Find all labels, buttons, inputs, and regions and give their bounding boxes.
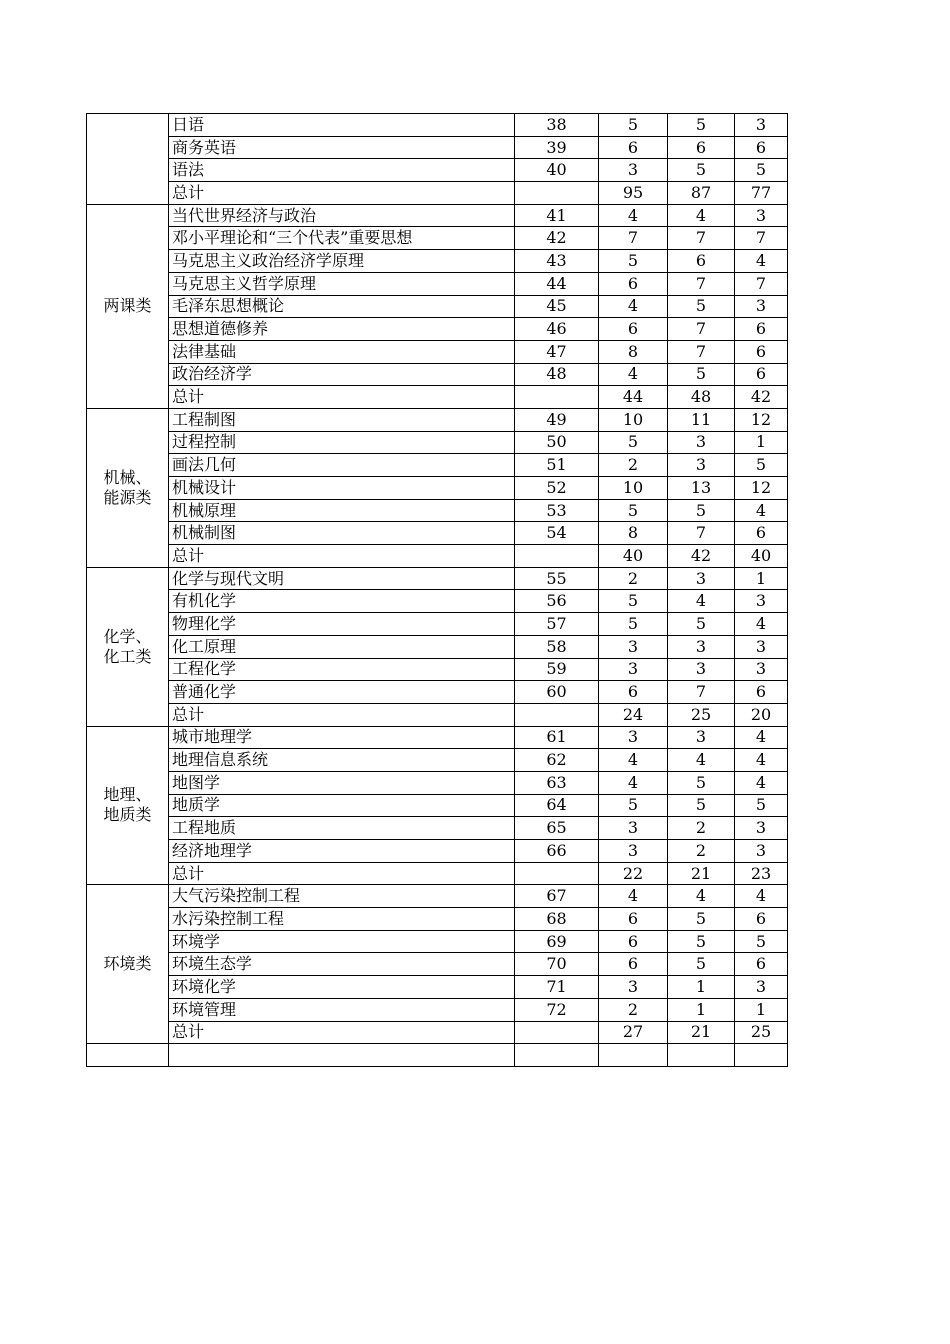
value-c-cell: 3 xyxy=(735,817,788,840)
course-name-cell: 经济地理学 xyxy=(169,840,515,863)
course-id-cell: 65 xyxy=(515,817,599,840)
value-a-cell: 6 xyxy=(599,681,668,704)
course-id-cell: 46 xyxy=(515,318,599,341)
empty-cell xyxy=(735,1044,788,1067)
course-id-cell: 54 xyxy=(515,522,599,545)
value-b-cell: 5 xyxy=(668,499,735,522)
value-b-cell: 5 xyxy=(668,159,735,182)
course-id-cell: 50 xyxy=(515,431,599,454)
course-id-cell: 60 xyxy=(515,681,599,704)
course-id-cell: 39 xyxy=(515,136,599,159)
value-c-cell: 4 xyxy=(735,726,788,749)
value-c-cell: 5 xyxy=(735,794,788,817)
course-name-cell: 总计 xyxy=(169,545,515,568)
table-row xyxy=(87,318,788,341)
course-id-cell: 56 xyxy=(515,590,599,613)
value-c-cell: 40 xyxy=(735,545,788,568)
course-name-cell: 工程地质 xyxy=(169,817,515,840)
total-row xyxy=(87,862,788,885)
value-c-cell: 5 xyxy=(735,454,788,477)
course-id-cell: 64 xyxy=(515,794,599,817)
course-id-cell: 63 xyxy=(515,771,599,794)
course-name-cell: 城市地理学 xyxy=(169,726,515,749)
value-c-cell: 6 xyxy=(735,953,788,976)
course-name-cell: 毛泽东思想概论 xyxy=(169,295,515,318)
course-table xyxy=(86,113,788,1067)
course-id-cell: 67 xyxy=(515,885,599,908)
empty-cell xyxy=(515,1044,599,1067)
course-id-cell xyxy=(515,182,599,205)
course-id-cell: 61 xyxy=(515,726,599,749)
category-cell: 化学、 化工类 xyxy=(87,567,169,726)
category-cell: 地理、 地质类 xyxy=(87,726,169,885)
value-b-cell: 13 xyxy=(668,477,735,500)
course-name-cell: 水污染控制工程 xyxy=(169,908,515,931)
table-row xyxy=(87,590,788,613)
value-a-cell: 27 xyxy=(599,1021,668,1044)
value-c-cell: 1 xyxy=(735,998,788,1021)
value-b-cell: 5 xyxy=(668,114,735,137)
value-a-cell: 6 xyxy=(599,930,668,953)
value-b-cell: 6 xyxy=(668,250,735,273)
value-b-cell: 3 xyxy=(668,726,735,749)
course-id-cell: 49 xyxy=(515,408,599,431)
value-a-cell: 7 xyxy=(599,227,668,250)
value-b-cell: 5 xyxy=(668,953,735,976)
table-row xyxy=(87,976,788,999)
empty-cell xyxy=(169,1044,515,1067)
table-row xyxy=(87,250,788,273)
value-c-cell: 4 xyxy=(735,613,788,636)
value-c-cell: 4 xyxy=(735,250,788,273)
value-b-cell: 3 xyxy=(668,431,735,454)
value-c-cell: 7 xyxy=(735,272,788,295)
value-a-cell: 3 xyxy=(599,840,668,863)
value-a-cell: 5 xyxy=(599,794,668,817)
value-b-cell: 4 xyxy=(668,204,735,227)
table-row xyxy=(87,522,788,545)
course-id-cell: 38 xyxy=(515,114,599,137)
value-a-cell: 4 xyxy=(599,771,668,794)
value-c-cell: 12 xyxy=(735,477,788,500)
value-c-cell: 6 xyxy=(735,908,788,931)
value-c-cell: 3 xyxy=(735,204,788,227)
value-c-cell: 5 xyxy=(735,159,788,182)
table-row xyxy=(87,431,788,454)
category-cell xyxy=(87,114,169,205)
value-c-cell: 20 xyxy=(735,703,788,726)
value-a-cell: 5 xyxy=(599,431,668,454)
total-row xyxy=(87,386,788,409)
value-c-cell: 12 xyxy=(735,408,788,431)
value-c-cell: 6 xyxy=(735,136,788,159)
table-row xyxy=(87,340,788,363)
course-name-cell: 过程控制 xyxy=(169,431,515,454)
value-b-cell: 1 xyxy=(668,998,735,1021)
course-name-cell: 环境学 xyxy=(169,930,515,953)
value-b-cell: 5 xyxy=(668,908,735,931)
value-c-cell: 42 xyxy=(735,386,788,409)
value-b-cell: 3 xyxy=(668,635,735,658)
value-a-cell: 5 xyxy=(599,613,668,636)
value-b-cell: 4 xyxy=(668,590,735,613)
table-row xyxy=(87,930,788,953)
table-row xyxy=(87,567,788,590)
value-c-cell: 5 xyxy=(735,930,788,953)
course-id-cell: 71 xyxy=(515,976,599,999)
table-row xyxy=(87,136,788,159)
course-name-cell: 环境化学 xyxy=(169,976,515,999)
table-row xyxy=(87,794,788,817)
category-cell: 两课类 xyxy=(87,204,169,408)
value-a-cell: 10 xyxy=(599,408,668,431)
course-id-cell: 59 xyxy=(515,658,599,681)
table-row xyxy=(87,295,788,318)
course-id-cell: 40 xyxy=(515,159,599,182)
table-row xyxy=(87,908,788,931)
table-row xyxy=(87,363,788,386)
value-b-cell: 7 xyxy=(668,522,735,545)
course-name-cell: 地质学 xyxy=(169,794,515,817)
value-b-cell: 3 xyxy=(668,567,735,590)
course-id-cell: 58 xyxy=(515,635,599,658)
table-row xyxy=(87,227,788,250)
value-b-cell: 7 xyxy=(668,227,735,250)
table-row xyxy=(87,613,788,636)
category-cell: 机械、 能源类 xyxy=(87,408,169,567)
value-a-cell: 24 xyxy=(599,703,668,726)
value-a-cell: 4 xyxy=(599,295,668,318)
table-row xyxy=(87,840,788,863)
value-a-cell: 2 xyxy=(599,998,668,1021)
value-b-cell: 7 xyxy=(668,318,735,341)
value-a-cell: 6 xyxy=(599,136,668,159)
course-id-cell: 42 xyxy=(515,227,599,250)
value-b-cell: 4 xyxy=(668,749,735,772)
course-id-cell: 68 xyxy=(515,908,599,931)
value-a-cell: 44 xyxy=(599,386,668,409)
table-row xyxy=(87,204,788,227)
value-b-cell: 7 xyxy=(668,272,735,295)
value-b-cell: 2 xyxy=(668,840,735,863)
value-c-cell: 3 xyxy=(735,635,788,658)
course-name-cell: 大气污染控制工程 xyxy=(169,885,515,908)
value-c-cell: 77 xyxy=(735,182,788,205)
value-a-cell: 4 xyxy=(599,885,668,908)
value-a-cell: 10 xyxy=(599,477,668,500)
course-id-cell: 47 xyxy=(515,340,599,363)
course-name-cell: 总计 xyxy=(169,862,515,885)
course-name-cell: 普通化学 xyxy=(169,681,515,704)
course-name-cell: 机械制图 xyxy=(169,522,515,545)
course-name-cell: 环境管理 xyxy=(169,998,515,1021)
table-row xyxy=(87,114,788,137)
table-row xyxy=(87,499,788,522)
course-name-cell: 机械设计 xyxy=(169,477,515,500)
course-name-cell: 法律基础 xyxy=(169,340,515,363)
value-c-cell: 7 xyxy=(735,227,788,250)
course-id-cell: 53 xyxy=(515,499,599,522)
table-row xyxy=(87,998,788,1021)
value-a-cell: 5 xyxy=(599,114,668,137)
table-row xyxy=(87,817,788,840)
empty-cell xyxy=(87,1044,169,1067)
course-name-cell: 物理化学 xyxy=(169,613,515,636)
value-a-cell: 6 xyxy=(599,953,668,976)
course-name-cell: 政治经济学 xyxy=(169,363,515,386)
value-b-cell: 21 xyxy=(668,862,735,885)
value-b-cell: 5 xyxy=(668,295,735,318)
value-b-cell: 4 xyxy=(668,885,735,908)
value-b-cell: 21 xyxy=(668,1021,735,1044)
course-name-cell: 语法 xyxy=(169,159,515,182)
course-id-cell: 57 xyxy=(515,613,599,636)
course-name-cell: 画法几何 xyxy=(169,454,515,477)
course-name-cell: 当代世界经济与政治 xyxy=(169,204,515,227)
value-b-cell: 7 xyxy=(668,681,735,704)
value-a-cell: 22 xyxy=(599,862,668,885)
course-name-cell: 商务英语 xyxy=(169,136,515,159)
table-row xyxy=(87,681,788,704)
course-name-cell: 马克思主义政治经济学原理 xyxy=(169,250,515,273)
course-id-cell: 69 xyxy=(515,930,599,953)
course-name-cell: 总计 xyxy=(169,1021,515,1044)
course-id-cell: 70 xyxy=(515,953,599,976)
total-row xyxy=(87,182,788,205)
value-c-cell: 4 xyxy=(735,771,788,794)
course-name-cell: 工程化学 xyxy=(169,658,515,681)
course-id-cell: 72 xyxy=(515,998,599,1021)
value-c-cell: 6 xyxy=(735,318,788,341)
course-id-cell: 62 xyxy=(515,749,599,772)
course-name-cell: 环境生态学 xyxy=(169,953,515,976)
table-row xyxy=(87,454,788,477)
course-id-cell xyxy=(515,386,599,409)
course-table-body xyxy=(87,114,788,1067)
table-row xyxy=(87,477,788,500)
value-a-cell: 8 xyxy=(599,340,668,363)
table-row xyxy=(87,771,788,794)
table-row xyxy=(87,635,788,658)
value-b-cell: 5 xyxy=(668,930,735,953)
course-name-cell: 化工原理 xyxy=(169,635,515,658)
value-a-cell: 5 xyxy=(599,499,668,522)
course-name-cell: 邓小平理论和“三个代表”重要思想 xyxy=(169,227,515,250)
course-id-cell: 48 xyxy=(515,363,599,386)
course-id-cell xyxy=(515,545,599,568)
value-a-cell: 3 xyxy=(599,976,668,999)
value-a-cell: 4 xyxy=(599,363,668,386)
empty-cell xyxy=(668,1044,735,1067)
total-row xyxy=(87,545,788,568)
table-row xyxy=(87,885,788,908)
value-b-cell: 48 xyxy=(668,386,735,409)
value-b-cell: 42 xyxy=(668,545,735,568)
table-row xyxy=(87,272,788,295)
value-b-cell: 5 xyxy=(668,363,735,386)
empty-cell xyxy=(599,1044,668,1067)
value-b-cell: 6 xyxy=(668,136,735,159)
value-c-cell: 1 xyxy=(735,431,788,454)
value-a-cell: 5 xyxy=(599,250,668,273)
value-c-cell: 25 xyxy=(735,1021,788,1044)
value-b-cell: 1 xyxy=(668,976,735,999)
value-a-cell: 4 xyxy=(599,204,668,227)
value-c-cell: 4 xyxy=(735,499,788,522)
course-name-cell: 马克思主义哲学原理 xyxy=(169,272,515,295)
value-c-cell: 6 xyxy=(735,340,788,363)
value-c-cell: 3 xyxy=(735,976,788,999)
course-name-cell: 地理信息系统 xyxy=(169,749,515,772)
course-name-cell: 总计 xyxy=(169,182,515,205)
value-b-cell: 5 xyxy=(668,794,735,817)
course-name-cell: 总计 xyxy=(169,703,515,726)
value-a-cell: 2 xyxy=(599,454,668,477)
value-a-cell: 5 xyxy=(599,590,668,613)
value-a-cell: 95 xyxy=(599,182,668,205)
course-id-cell: 45 xyxy=(515,295,599,318)
value-a-cell: 8 xyxy=(599,522,668,545)
course-name-cell: 机械原理 xyxy=(169,499,515,522)
course-id-cell: 51 xyxy=(515,454,599,477)
course-name-cell: 工程制图 xyxy=(169,408,515,431)
value-a-cell: 4 xyxy=(599,749,668,772)
course-id-cell: 41 xyxy=(515,204,599,227)
course-id-cell xyxy=(515,862,599,885)
course-id-cell: 55 xyxy=(515,567,599,590)
value-a-cell: 3 xyxy=(599,726,668,749)
total-row xyxy=(87,703,788,726)
value-c-cell: 1 xyxy=(735,567,788,590)
value-a-cell: 3 xyxy=(599,635,668,658)
value-b-cell: 25 xyxy=(668,703,735,726)
course-name-cell: 思想道德修养 xyxy=(169,318,515,341)
value-b-cell: 3 xyxy=(668,658,735,681)
course-id-cell: 66 xyxy=(515,840,599,863)
course-name-cell: 总计 xyxy=(169,386,515,409)
value-c-cell: 6 xyxy=(735,681,788,704)
course-name-cell: 地图学 xyxy=(169,771,515,794)
value-a-cell: 40 xyxy=(599,545,668,568)
table-row xyxy=(87,658,788,681)
course-name-cell: 有机化学 xyxy=(169,590,515,613)
course-id-cell: 44 xyxy=(515,272,599,295)
value-c-cell: 4 xyxy=(735,749,788,772)
value-c-cell: 6 xyxy=(735,522,788,545)
course-name-cell: 化学与现代文明 xyxy=(169,567,515,590)
table-row xyxy=(87,408,788,431)
value-a-cell: 6 xyxy=(599,272,668,295)
table-row xyxy=(87,953,788,976)
value-c-cell: 3 xyxy=(735,590,788,613)
value-c-cell: 6 xyxy=(735,363,788,386)
course-id-cell xyxy=(515,703,599,726)
value-a-cell: 2 xyxy=(599,567,668,590)
category-cell: 环境类 xyxy=(87,885,169,1044)
course-id-cell: 52 xyxy=(515,477,599,500)
table-row xyxy=(87,726,788,749)
value-a-cell: 3 xyxy=(599,658,668,681)
value-c-cell: 3 xyxy=(735,295,788,318)
value-a-cell: 3 xyxy=(599,817,668,840)
value-b-cell: 7 xyxy=(668,340,735,363)
value-c-cell: 3 xyxy=(735,658,788,681)
value-c-cell: 23 xyxy=(735,862,788,885)
value-b-cell: 87 xyxy=(668,182,735,205)
value-b-cell: 2 xyxy=(668,817,735,840)
course-id-cell: 43 xyxy=(515,250,599,273)
value-a-cell: 6 xyxy=(599,908,668,931)
value-b-cell: 11 xyxy=(668,408,735,431)
value-b-cell: 5 xyxy=(668,771,735,794)
value-c-cell: 4 xyxy=(735,885,788,908)
course-id-cell xyxy=(515,1021,599,1044)
empty-row xyxy=(87,1044,788,1067)
value-b-cell: 5 xyxy=(668,613,735,636)
total-row xyxy=(87,1021,788,1044)
value-a-cell: 3 xyxy=(599,159,668,182)
value-a-cell: 6 xyxy=(599,318,668,341)
table-row xyxy=(87,749,788,772)
table-row xyxy=(87,159,788,182)
value-b-cell: 3 xyxy=(668,454,735,477)
value-c-cell: 3 xyxy=(735,114,788,137)
course-name-cell: 日语 xyxy=(169,114,515,137)
value-c-cell: 3 xyxy=(735,840,788,863)
